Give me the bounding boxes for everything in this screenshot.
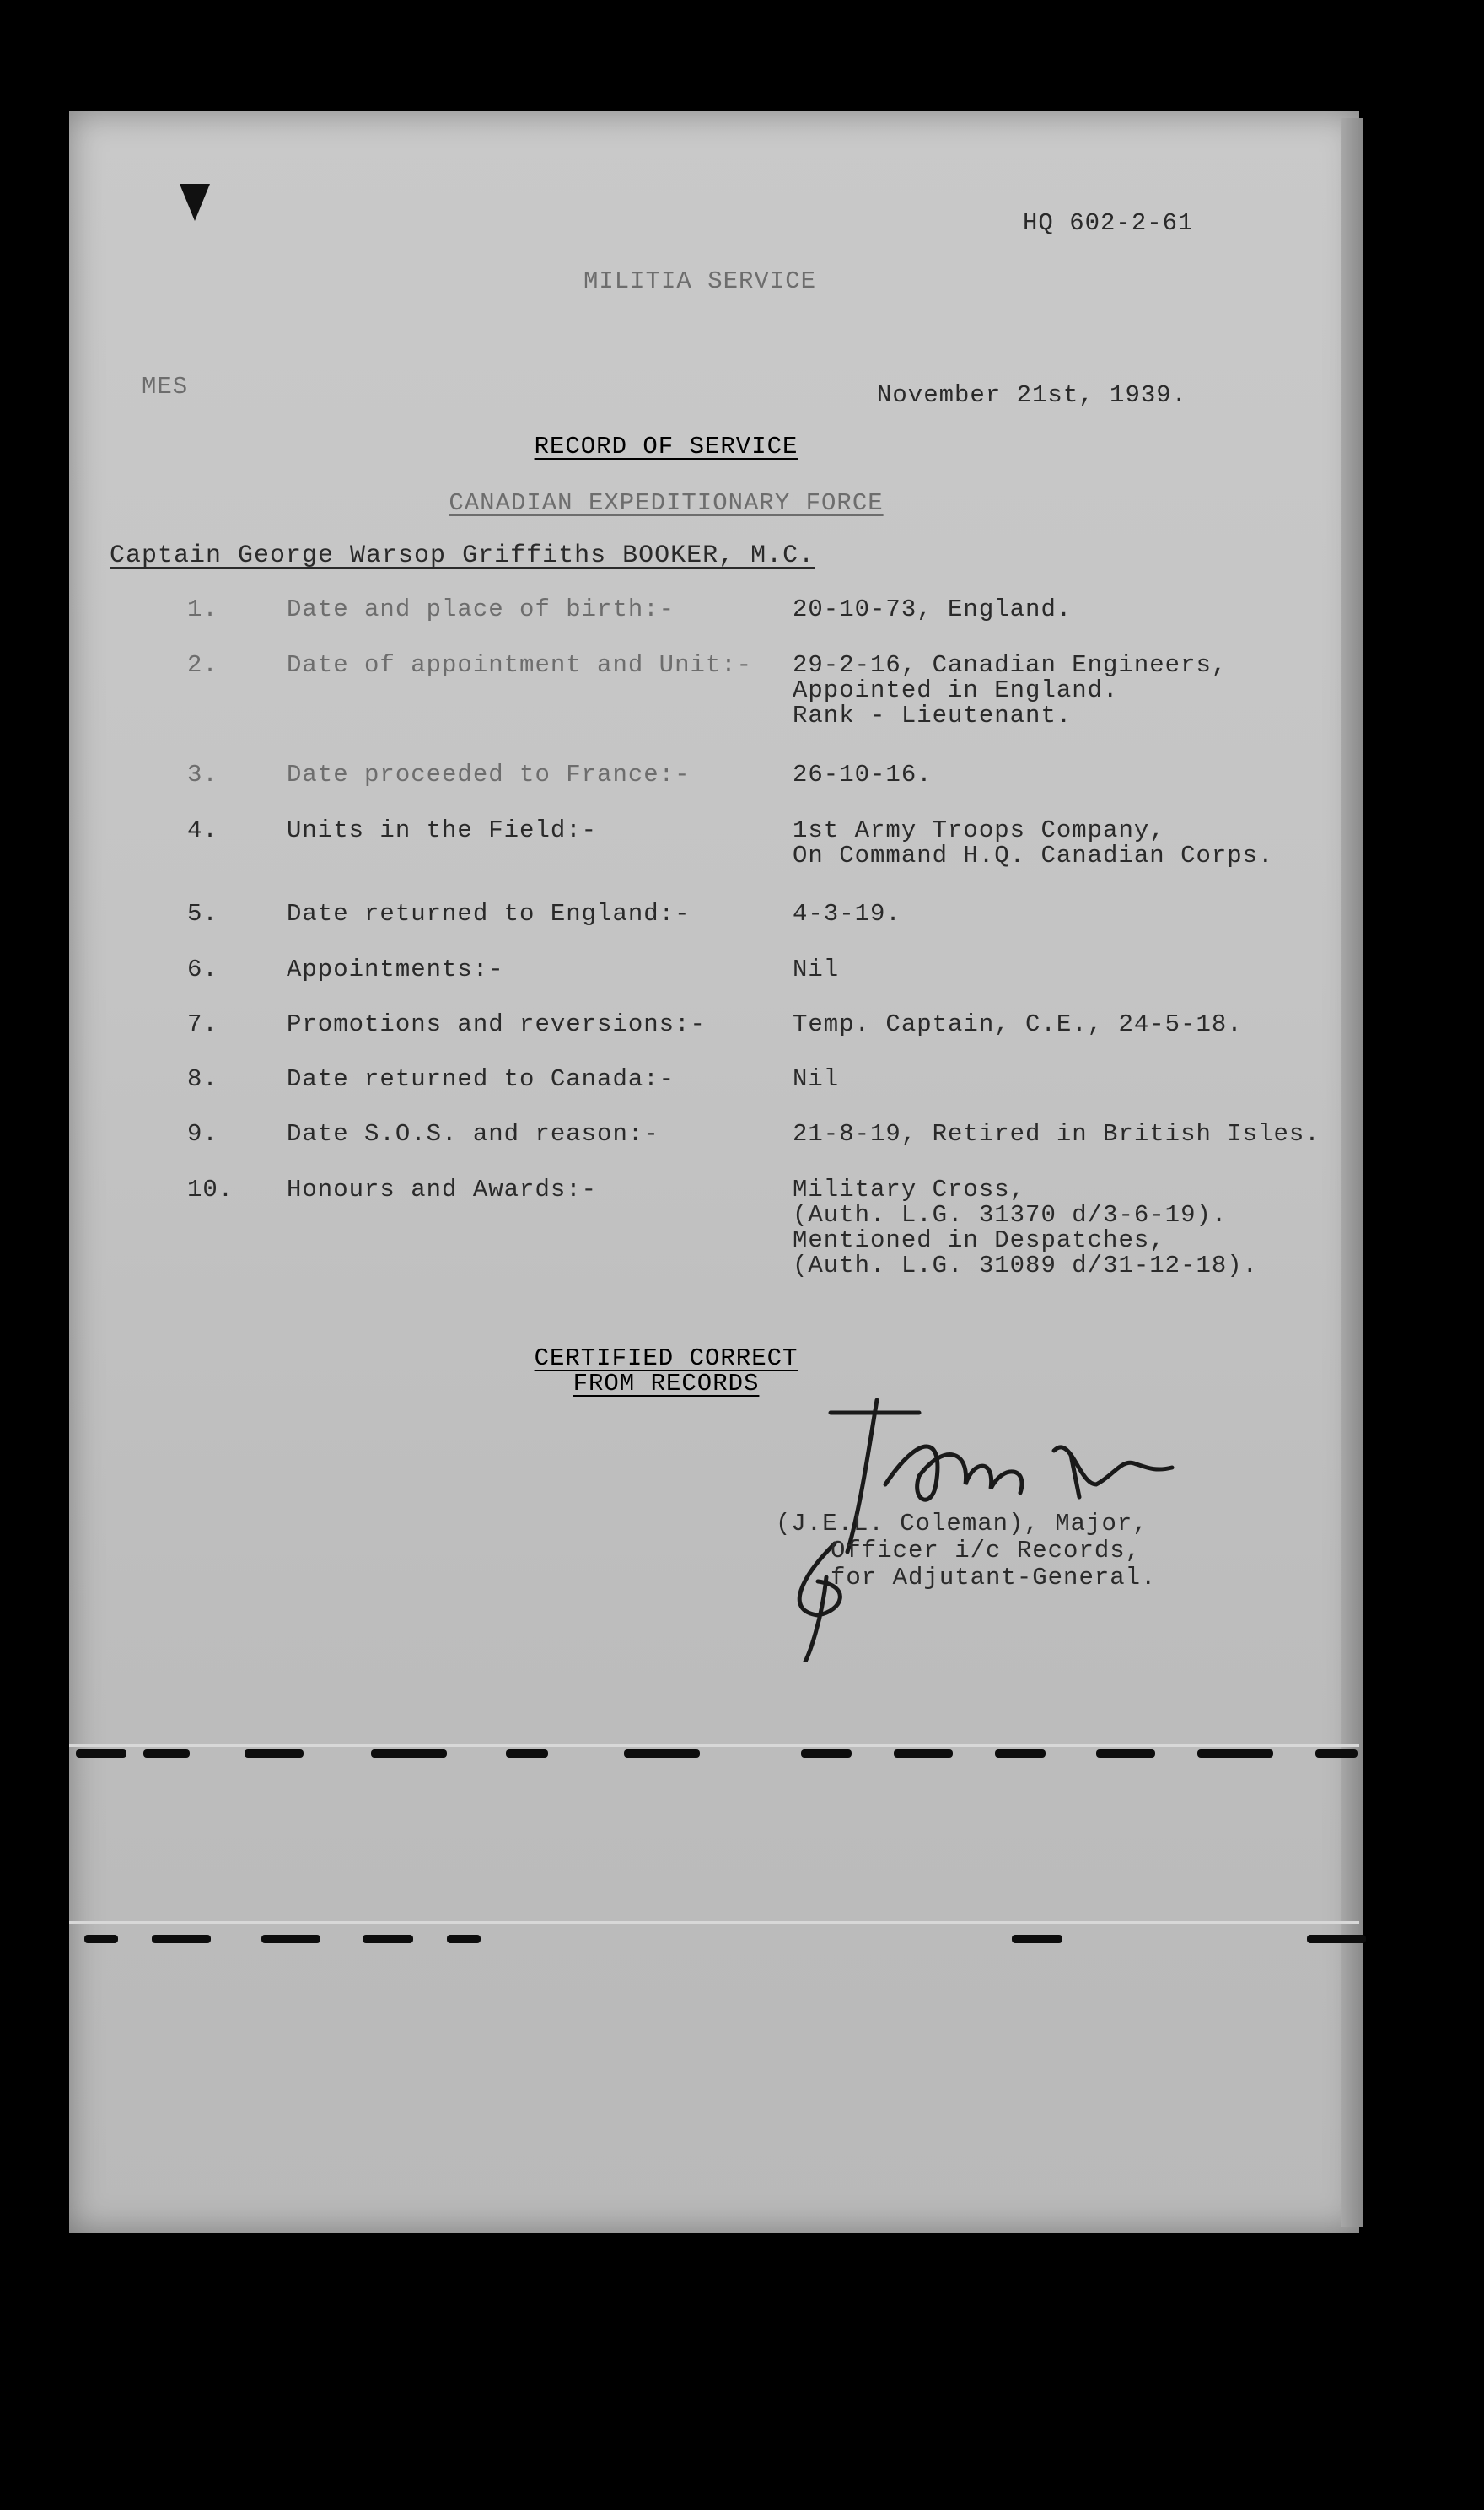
entry-value: 26-10-16. [793, 761, 933, 789]
entry-label: Date S.O.S. and reason:- [287, 1120, 659, 1148]
entry-value: On Command H.Q. Canadian Corps. [793, 842, 1274, 870]
entry-value: Appointed in England. [793, 676, 1119, 704]
record-subtitle: CANADIAN EXPEDITIONARY FORCE [449, 489, 884, 517]
certification-line-2: FROM RECORDS [573, 1370, 760, 1398]
entry-number: 1. [187, 595, 218, 623]
tear-highlight-1 [69, 1744, 1359, 1747]
record-title: RECORD OF SERVICE [534, 433, 798, 461]
entry-value: Mentioned in Despatches, [793, 1226, 1165, 1254]
entry-label: Date returned to Canada:- [287, 1065, 675, 1093]
entry-label: Appointments:- [287, 956, 504, 983]
entry-number: 9. [187, 1120, 218, 1148]
entry-value: Military Cross, [793, 1176, 1026, 1204]
entry-number: 10. [187, 1176, 234, 1204]
entry-value: Temp. Captain, C.E., 24-5-18. [793, 1010, 1243, 1038]
reference-number: HQ 602-2-61 [1023, 209, 1194, 237]
tear-line-2 [0, 1935, 1484, 1947]
entry-value: 4-3-19. [793, 900, 901, 928]
signatory-role-2: for Adjutant-General. [831, 1564, 1157, 1592]
signature-text: JHColeman [919, 1417, 924, 1418]
tear-highlight-2 [69, 1921, 1359, 1924]
entry-number: 4. [187, 816, 218, 844]
entry-value: 21-8-19, Retired in British Isles. [793, 1120, 1320, 1148]
entry-value: 20-10-73, England. [793, 595, 1073, 623]
tear-line-1 [0, 1749, 1484, 1761]
entry-value: Nil [793, 956, 840, 983]
entry-value: (Auth. L.G. 31089 d/31-12-18). [793, 1252, 1259, 1279]
entry-label: Date of appointment and Unit:- [287, 651, 753, 679]
document-heading: MILITIA SERVICE [583, 267, 817, 295]
entry-label: Promotions and reversions:- [287, 1010, 706, 1038]
subject-name: Captain George Warsop Griffiths BOOKER, M.C. [110, 541, 815, 570]
entry-value: Nil [793, 1065, 840, 1093]
document-page [69, 111, 1359, 2233]
entry-label: Date proceeded to France:- [287, 761, 691, 789]
entry-number: 5. [187, 900, 218, 928]
corner-mark-icon [180, 184, 210, 221]
entry-label: Date and place of birth:- [287, 595, 675, 623]
initials: MES [142, 373, 189, 401]
entry-number: 8. [187, 1065, 218, 1093]
entry-value: Rank - Lieutenant. [793, 702, 1073, 730]
entry-number: 2. [187, 651, 218, 679]
entry-value: (Auth. L.G. 31370 d/3-6-19). [793, 1201, 1228, 1229]
entry-label: Honours and Awards:- [287, 1176, 598, 1204]
entry-label: Date returned to England:- [287, 900, 691, 928]
entry-label: Units in the Field:- [287, 816, 598, 844]
signatory-name: (J.E.L. Coleman), Major, [776, 1510, 1148, 1538]
certification-line-1: CERTIFIED CORRECT [534, 1344, 798, 1372]
entry-number: 3. [187, 761, 218, 789]
entry-number: 7. [187, 1010, 218, 1038]
entry-value: 1st Army Troops Company, [793, 816, 1165, 844]
document-date: November 21st, 1939. [877, 381, 1188, 409]
entry-number: 6. [187, 956, 218, 983]
signatory-role-1: Officer i/c Records, [831, 1537, 1142, 1565]
entry-value: 29-2-16, Canadian Engineers, [793, 651, 1228, 679]
